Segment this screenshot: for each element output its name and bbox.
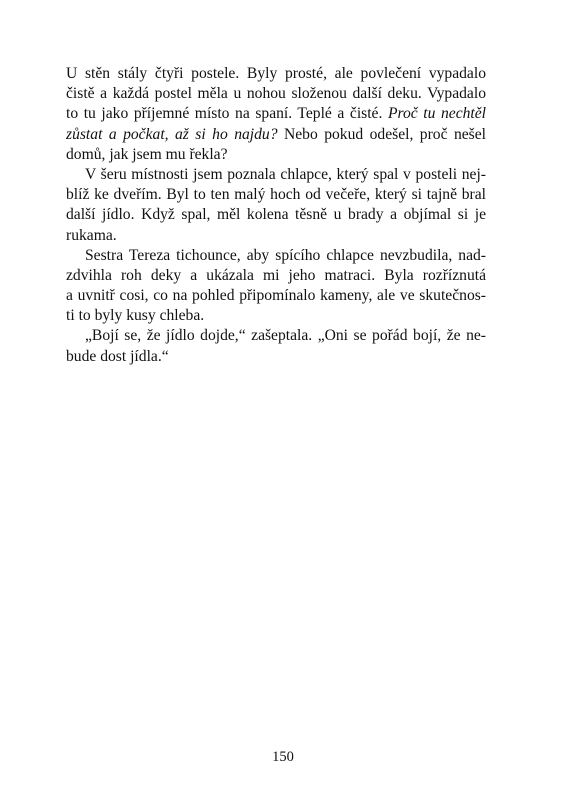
- text-segment: to tu jako příjemné místo na spaní. Teplé a čisté.: [66, 105, 383, 123]
- text-line: zdvihla roh deky a ukázala mi jeho matraci. Byla rozříznutá: [66, 266, 486, 284]
- text-line: U stěn stály čtyři postele. Byly prosté, ale povlečení vypadalo: [66, 65, 486, 82]
- text-line: Sestra Tereza tichounce, aby spícího chlapce nevzbudila, nad-: [85, 246, 486, 264]
- text-line: blíž ke dveřím. Byl to ten malý hoch od večeře, který si tajně bral: [66, 186, 486, 204]
- text-line: domů, jak jsem mu řekla?: [66, 145, 228, 163]
- text-line: [66, 125, 486, 145]
- text-line: „Bojí se, že jídlo dojde,“ zašeptala. „Oni se pořád bojí, že ne-: [85, 327, 486, 345]
- text-line: [66, 104, 486, 124]
- text-line: bude dost jídla.“: [66, 347, 169, 365]
- italic-text: zůstat a počkat, až si ho najdu?: [66, 125, 278, 143]
- text-line: rukama.: [66, 226, 117, 244]
- body-text: [66, 64, 486, 367]
- page-number: 150: [272, 749, 294, 765]
- text-line: a uvnitř cosi, co na pohled připomínalo kameny, ale ve skutečnos-: [66, 287, 486, 305]
- text-line: další jídlo. Když spal, měl kolena těsně u brady a objímal si je: [66, 206, 486, 224]
- text-segment: Nebo pokud odešel, proč nešel: [283, 125, 486, 143]
- text-line: čistě a každá postel měla u nohou složenou další deku. Vypadalo: [66, 85, 486, 103]
- text-line: ti to byly kusy chleba.: [66, 307, 205, 325]
- text-line: V šeru místnosti jsem poznala chlapce, který spal v posteli nej-: [85, 165, 486, 183]
- italic-text: Proč tu nechtěl: [387, 105, 486, 123]
